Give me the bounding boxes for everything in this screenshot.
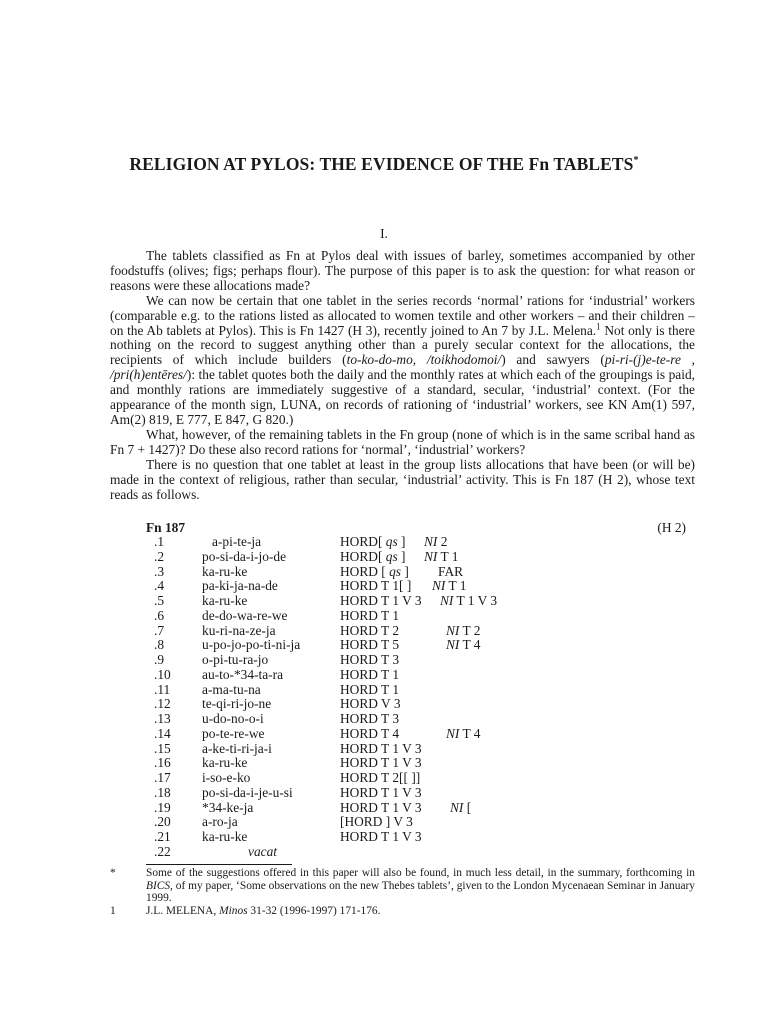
title-footnote-mark[interactable]: * bbox=[633, 155, 639, 167]
tablet-line bbox=[146, 830, 686, 845]
line-number: .16 bbox=[154, 755, 171, 771]
tablet-line bbox=[146, 550, 686, 565]
line-number: .5 bbox=[154, 593, 165, 608]
tablet-line bbox=[146, 727, 686, 742]
tablet-line bbox=[146, 786, 686, 801]
line-second-entry: NI T 2 bbox=[446, 622, 481, 638]
tablet-line bbox=[146, 815, 686, 830]
footnote-text: J.L. MELENA, Minos 31-32 (1996-1997) 171-176. bbox=[146, 905, 381, 917]
tablet-line bbox=[146, 624, 686, 639]
line-word: te-qi-ri-jo-ne bbox=[202, 696, 272, 712]
line-ideogram: HORD T 1 V 3 bbox=[340, 593, 422, 608]
line-number: .22 bbox=[154, 843, 171, 859]
footnote-ref-1[interactable]: 1 bbox=[596, 321, 601, 332]
line-word: ka-ru-ke bbox=[202, 563, 248, 579]
tablet-line bbox=[146, 771, 686, 786]
line-number: .4 bbox=[154, 578, 165, 594]
line-second-entry: NI T 4 bbox=[446, 725, 481, 741]
line-second-entry: NI T 1 V 3 bbox=[440, 593, 498, 608]
line-word: po-si-da-i-jo-de bbox=[202, 548, 287, 564]
line-second-entry: NI T 1 bbox=[424, 548, 459, 564]
line-word: a-ma-tu-na bbox=[202, 681, 261, 697]
line-number: .19 bbox=[154, 799, 171, 815]
line-word: a-ro-ja bbox=[202, 814, 238, 830]
line-word: ka-ru-ke bbox=[202, 829, 248, 844]
line-word: po-si-da-i-je-u-si bbox=[202, 784, 293, 800]
line-ideogram: HORD T 4 bbox=[340, 725, 400, 741]
line-ideogram: HORD[ qs ] bbox=[340, 534, 406, 549]
line-second-entry: NI 2 bbox=[424, 534, 448, 549]
section-number: I. bbox=[380, 226, 388, 241]
footnote-divider bbox=[146, 864, 292, 865]
line-ideogram: HORD T 1 V 3 bbox=[340, 755, 422, 771]
line-ideogram: HORD T 2[[ ]] bbox=[340, 770, 421, 785]
line-number: .17 bbox=[154, 770, 171, 785]
line-ideogram: HORD V 3 bbox=[340, 696, 401, 712]
line-number: .13 bbox=[154, 711, 171, 726]
tablet-line bbox=[146, 579, 686, 594]
line-number: .10 bbox=[154, 666, 171, 682]
line-word: u-po-jo-po-ti-ni-ja bbox=[202, 637, 301, 653]
line-word: ka-ru-ke bbox=[202, 593, 248, 608]
line-word: pa-ki-ja-na-de bbox=[202, 578, 278, 594]
line-number: .2 bbox=[154, 548, 165, 564]
tablet-id: Fn 187 bbox=[146, 520, 186, 535]
footnote-1 bbox=[110, 905, 695, 918]
line-number: .7 bbox=[154, 622, 165, 638]
line-word: ka-ru-ke bbox=[202, 755, 248, 771]
line-number: .20 bbox=[154, 814, 171, 830]
line-ideogram: HORD T 5 bbox=[340, 637, 400, 653]
tablet-transcription bbox=[146, 520, 686, 860]
line-ideogram: HORD T 1 V 3 bbox=[340, 784, 422, 800]
line-word: vacat bbox=[248, 843, 277, 859]
line-word: *34-ke-ja bbox=[202, 799, 254, 815]
line-ideogram: HORD T 1 V 3 bbox=[340, 740, 422, 756]
line-second-entry: NI T 1 bbox=[432, 578, 467, 594]
line-word: po-te-re-we bbox=[202, 725, 265, 741]
tablet-line bbox=[146, 594, 686, 609]
line-number: .14 bbox=[154, 725, 171, 741]
tablet-line bbox=[146, 683, 686, 698]
tablet-hand: (H 2) bbox=[657, 520, 686, 535]
line-ideogram: HORD [ qs ] bbox=[340, 563, 409, 579]
footnote-mark: * bbox=[110, 867, 116, 879]
line-second-entry: FAR bbox=[438, 563, 464, 579]
line-ideogram: HORD T 2 bbox=[340, 622, 400, 638]
tablet-line bbox=[146, 712, 686, 727]
tablet-line bbox=[146, 845, 686, 860]
line-word: de-do-wa-re-we bbox=[202, 607, 288, 623]
body-text bbox=[110, 249, 695, 502]
line-word: u-do-no-o-i bbox=[202, 711, 264, 726]
page-title: RELIGION AT PYLOS: THE EVIDENCE OF THE Fn TABLETS* bbox=[129, 154, 639, 174]
line-number: .18 bbox=[154, 784, 171, 800]
paragraph-2: We can now be certain that one tablet in the series records ‘normal’ rations for ‘industrial’ workers (comparable e.g. to the rations listed as allocated to women textile and other workers – and their children – on the Ab tablets at Pylos). This is Fn 1427 (H 3), recently joined to An 7 by J.L. Melena.$^1$ Not only is there nothing on the record to suggest anything other than a purely secular context for the allocations, the recipients of which include builders (to-ko-do-mo, /toikhodomoi/) and sawyers (pi-ri-(j)e-te-re , /pri(h)entēres/): the tablet quotes both the daily and the monthly rates at which each of the groupings is paid, and monthly rations are immediately suggestive of a standard, secular, ‘industrial’ context. (For the appearance of the month sign, LUNA, on records of rationing of ‘industrial’ workers, see KN Am(1) 597, Am(2) 819, E 777, E 847, G 820.) bbox=[110, 292, 696, 427]
line-word: ku-ri-na-ze-ja bbox=[202, 622, 276, 638]
tablet-line bbox=[146, 535, 686, 550]
line-ideogram: HORD T 1 V 3 bbox=[340, 829, 422, 844]
tablet-line bbox=[146, 638, 686, 653]
line-ideogram: HORD T 3 bbox=[340, 711, 400, 726]
tablet-line bbox=[146, 565, 686, 580]
footnote-star bbox=[110, 867, 695, 905]
line-word: a-ke-ti-ri-ja-i bbox=[202, 740, 272, 756]
line-ideogram: HORD[ qs ] bbox=[340, 548, 406, 564]
tablet-line bbox=[146, 697, 686, 712]
line-qualifier: qs bbox=[385, 548, 398, 564]
line-second-entry: NI T 4 bbox=[446, 637, 481, 653]
tablet-rows bbox=[146, 535, 686, 860]
tablet-line bbox=[146, 801, 686, 816]
line-ideogram: HORD T 3 bbox=[340, 652, 400, 667]
line-word: a-pi-te-ja bbox=[212, 534, 262, 549]
line-number: .3 bbox=[154, 563, 165, 579]
tablet-line bbox=[146, 609, 686, 624]
paragraph-4: There is no question that one tablet at least in the group lists allocations that have been (or will be) made in the context of religious, rather than secular, ‘industrial’ activity. This is Fn 187 (H 2), whose text reads as follows. bbox=[110, 456, 695, 502]
line-number: .8 bbox=[154, 637, 165, 653]
line-ideogram: [HORD ] V 3 bbox=[340, 814, 413, 830]
paragraph-1: The tablets classified as Fn at Pylos deal with issues of barley, sometimes accompanied by other foodstuffs (olives; figs; perhaps flour). The purpose of this paper is to ask the question: for what reason or reasons were these allocations made? bbox=[110, 248, 695, 293]
footnote-mark: 1 bbox=[110, 905, 116, 917]
line-number: .11 bbox=[154, 681, 171, 697]
line-ideogram: HORD T 1 bbox=[340, 681, 400, 697]
line-number: .12 bbox=[154, 696, 171, 712]
line-word: i-so-e-ko bbox=[202, 770, 251, 785]
line-number: .9 bbox=[154, 652, 165, 667]
line-number: .6 bbox=[154, 607, 165, 623]
tablet-line bbox=[146, 668, 686, 683]
line-number: .21 bbox=[154, 829, 171, 844]
line-number: .1 bbox=[154, 534, 165, 549]
paragraph-3: What, however, of the remaining tablets in the Fn group (none of which is in the same scribal hand as Fn 7 + 1427)? Do these also record rations for ‘normal’, ‘industrial’ workers? bbox=[110, 426, 695, 457]
line-word: au-to-*34-ta-ra bbox=[202, 666, 284, 682]
line-ideogram: HORD T 1 bbox=[340, 666, 400, 682]
line-qualifier: qs bbox=[389, 563, 402, 579]
line-second-entry: NI [ bbox=[450, 799, 472, 815]
tablet-line bbox=[146, 756, 686, 771]
line-qualifier: qs bbox=[385, 534, 398, 549]
footnote-text: Some of the suggestions offered in this paper will also be found, in much less detail, in the summary, forthcoming in BICS, of my paper, ‘Some observations on the new Thebes tablets’, given to the London Mycenaean Seminar in January 1999. bbox=[146, 867, 695, 905]
line-ideogram: HORD T 1 bbox=[340, 607, 400, 623]
tablet-line bbox=[146, 742, 686, 757]
line-number: .15 bbox=[154, 740, 171, 756]
line-word: o-pi-tu-ra-jo bbox=[202, 652, 269, 667]
tablet-header bbox=[146, 520, 686, 535]
line-ideogram: HORD T 1[ ] bbox=[340, 578, 412, 594]
line-ideogram: HORD T 1 V 3 bbox=[340, 799, 422, 815]
tablet-line bbox=[146, 653, 686, 668]
